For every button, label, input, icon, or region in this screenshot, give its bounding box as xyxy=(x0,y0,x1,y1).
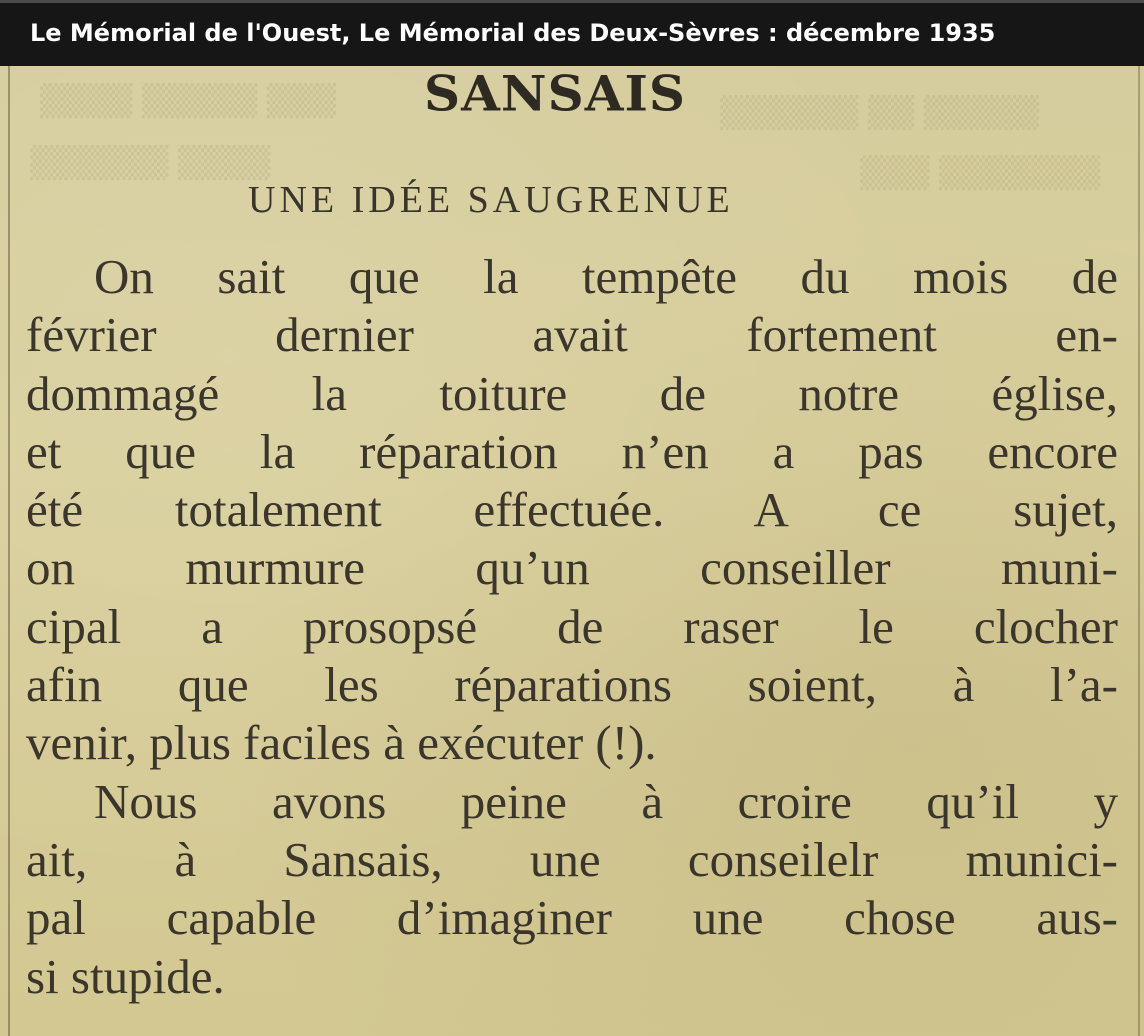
column-rule-left xyxy=(8,66,10,1036)
article-headline: SANSAIS xyxy=(423,66,686,123)
window-title: Le Mémorial de l'Ouest, Le Mémorial des Deux-Sèvres : décembre 1935 xyxy=(30,19,996,47)
article-body xyxy=(26,248,1118,1006)
text-line: venir, plus faciles à exécuter (!). xyxy=(26,715,657,771)
text-line: on murmure qu’un conseiller muni- xyxy=(26,540,1118,596)
article-subheadline: UNE IDÉE SAUGRENUE xyxy=(248,179,734,221)
text-line: si stupide. xyxy=(26,948,225,1004)
bleed-through-texture: ▒▒▒▒▒ ▒▒ ▒▒▒▒▒▒ xyxy=(720,96,1039,131)
window-title-bar xyxy=(0,0,1144,66)
text-line: ait, à Sansais, une conseilelr munici- xyxy=(26,831,1118,887)
text-line: et que la réparation n’en a pas encore xyxy=(26,423,1118,479)
column-rule-right xyxy=(1138,66,1140,1036)
bleed-through-texture: ▒▒▒ ▒▒▒▒▒ ▒▒▒▒ xyxy=(40,84,336,119)
text-line: été totalement effectuée. A ce sujet, xyxy=(26,482,1118,538)
text-line: Nous avons peine à croire qu’il y xyxy=(94,773,1118,829)
text-line: cipal a prosopsé de raser le clocher xyxy=(26,598,1118,654)
text-line: On sait que la tempête du mois de xyxy=(94,249,1118,304)
text-line: afin que les réparations soient, à l’a- xyxy=(26,657,1118,713)
text-line: pal capable d’imaginer une chose aus- xyxy=(26,890,1118,946)
bleed-through-texture: ▒▒▒▒▒▒▒ ▒▒▒ xyxy=(860,156,1101,191)
newspaper-clipping-image xyxy=(0,66,1144,1036)
bleed-through-texture: ▒▒▒▒ ▒▒▒▒▒▒ xyxy=(30,146,271,181)
text-line: février dernier avait fortement en- xyxy=(26,307,1118,363)
text-line: dommagé la toiture de notre église, xyxy=(26,365,1118,421)
